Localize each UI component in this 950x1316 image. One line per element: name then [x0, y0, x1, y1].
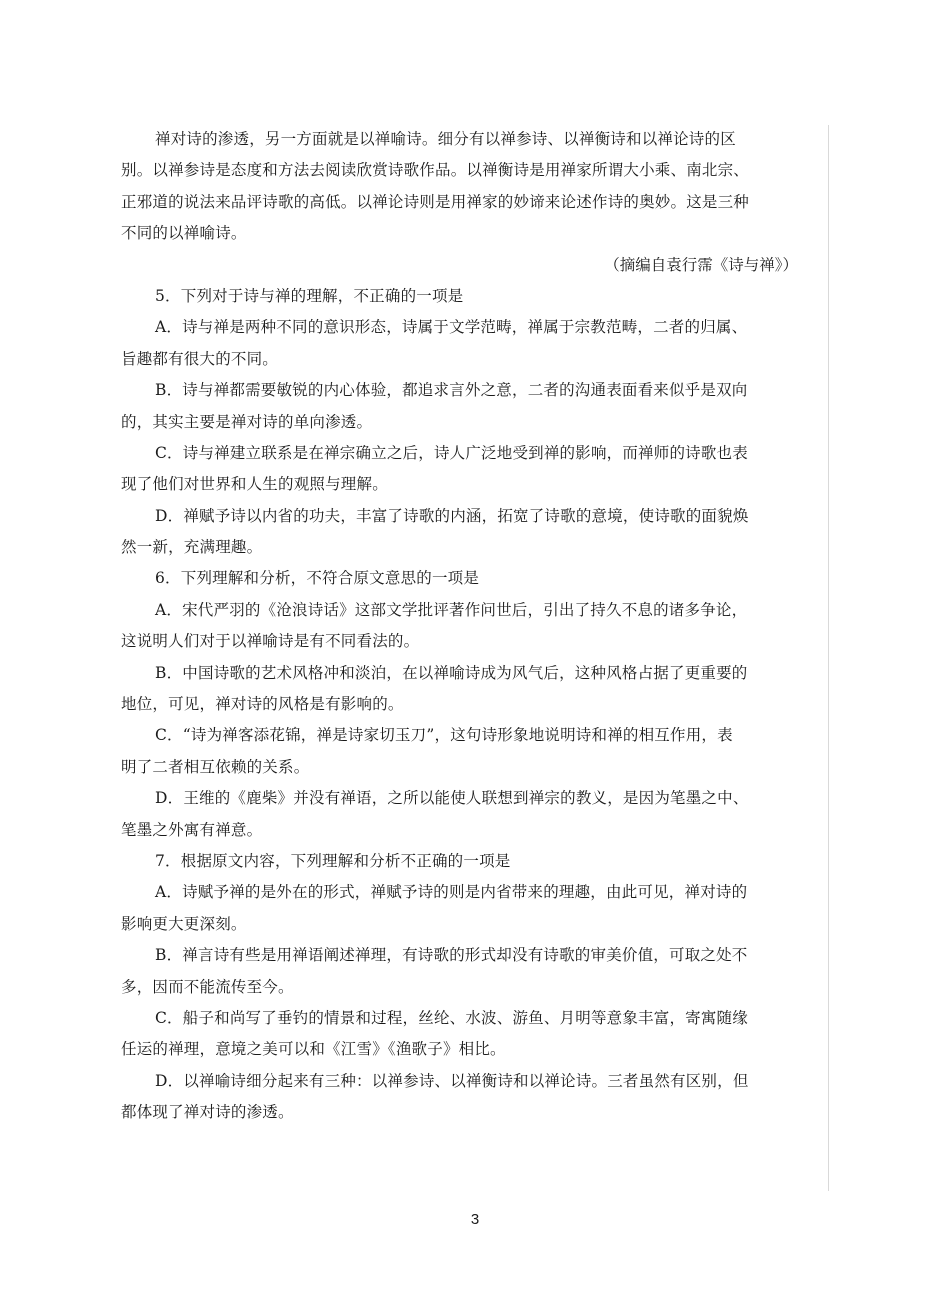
option-b-line2: 地位，可见，禅对诗的风格是有影响的。 [121, 695, 404, 714]
option-c-line1: C．船子和尚写了垂钓的情景和过程，丝纶、水波、游鱼、月明等意象丰富，寄寓随缘 [155, 1008, 748, 1027]
question-7 [121, 846, 771, 1129]
option-b-line1: B．诗与禅都需要敏锐的内心体验，都追求言外之意，二者的沟通表面看来似乎是双向 [155, 381, 748, 400]
text-line: 正邪道的说法来品评诗歌的高低。以禅论诗则是用禅家的妙谛来论述作诗的奥妙。这是三种 [121, 192, 750, 211]
source-citation: （摘编自袁行霈《诗与禅》） [604, 256, 798, 274]
option-d-line2: 都体现了禅对诗的渗透。 [121, 1103, 294, 1122]
page-number: 3 [470, 1211, 480, 1228]
question-stem: 6．下列理解和分析，不符合原文意思的一项是 [155, 569, 480, 588]
option-b-line2: 的，其实主要是禅对诗的单向渗透。 [121, 412, 373, 431]
option-c-line1: C．诗与禅建立联系是在禅宗确立之后，诗人广泛地受到禅的影响，而禅师的诗歌也表 [155, 443, 748, 462]
option-c-line2: 明了二者相互依赖的关系。 [121, 757, 310, 776]
margin-rule [828, 125, 829, 1191]
option-a-line2: 旨趣都有很大的不同。 [121, 349, 279, 368]
option-a-line1: A．诗赋予禅的是外在的形式，禅赋予诗的则是内省带来的理趣，由此可见，禅对诗的 [155, 883, 748, 902]
option-b-line2: 多，因而不能流传至今。 [121, 977, 294, 996]
option-d-line1: D．王维的《鹿柴》并没有禅语，之所以能使人联想到禅宗的教义，是因为笔墨之中、 [155, 789, 749, 808]
question-stem: 5．下列对于诗与禅的理解，不正确的一项是 [155, 286, 464, 305]
option-d-line2: 然一新，充满理趣。 [121, 538, 263, 557]
option-b-line1: B．中国诗歌的艺术风格冲和淡泊，在以禅喻诗成为风气后，这种风格占据了更重要的 [155, 663, 748, 682]
question-stem: 7．根据原文内容，下列理解和分析不正确的一项是 [155, 851, 511, 870]
question-6 [121, 563, 771, 846]
option-d-line1: D．以禅喻诗细分起来有三种：以禅参诗、以禅衡诗和以禅论诗。三者虽然有区别，但 [155, 1071, 749, 1090]
option-d-line2: 笔墨之外寓有禅意。 [121, 820, 263, 839]
option-a-line2: 这说明人们对于以禅喻诗是有不同看法的。 [121, 632, 420, 651]
text-line: 别。以禅参诗是态度和方法去阅读欣赏诗歌作品。以禅衡诗是用禅家所谓大小乘、南北宗、 [121, 161, 750, 180]
question-5 [121, 281, 771, 564]
option-a-line1: A．宋代严羽的《沧浪诗话》这部文学批评著作问世后，引出了持久不息的诸多争论， [155, 600, 748, 619]
text-line: 禅对诗的渗透，另一方面就是以禅喻诗。细分有以禅参诗、以禅衡诗和以禅论诗的区 [155, 130, 736, 148]
option-c-line2: 任运的禅理，意境之美可以和《江雪》《渔歌子》相比。 [121, 1040, 506, 1059]
option-c-line2: 现了他们对世界和人生的观照与理解。 [121, 475, 388, 494]
text-line: 不同的以禅喻诗。 [121, 224, 247, 243]
option-a-line1: A．诗与禅是两种不同的意识形态，诗属于文学范畴，禅属于宗教范畴，二者的归属、 [155, 318, 748, 337]
option-c-line1: C．“诗为禅客添花锦，禅是诗家切玉刀”，这句诗形象地说明诗和禅的相互作用，表 [155, 726, 733, 745]
option-b-line1: B．禅言诗有些是用禅语阐述禅理，有诗歌的形式却没有诗歌的审美价值，可取之处不 [155, 946, 748, 965]
option-a-line2: 影响更大更深刻。 [121, 914, 247, 933]
intro-paragraph [121, 124, 771, 250]
option-d-line1: D．禅赋予诗以内省的功夫，丰富了诗歌的内涵，拓宽了诗歌的意境，使诗歌的面貌焕 [155, 506, 749, 525]
